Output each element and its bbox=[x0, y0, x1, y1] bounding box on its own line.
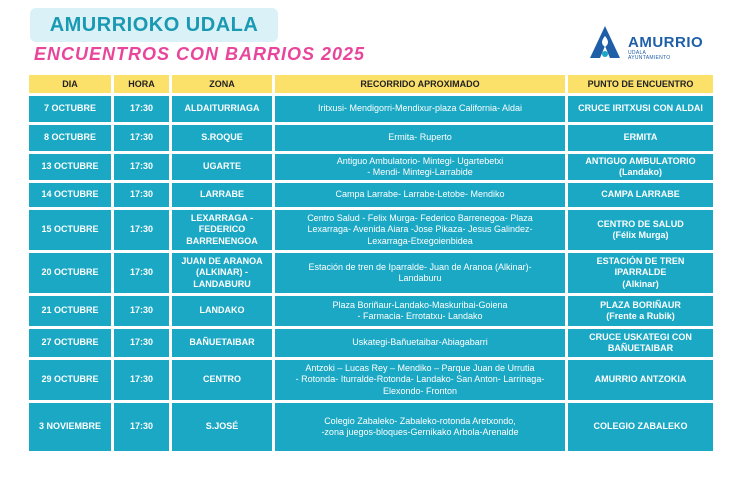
cell-dia: 29 OCTUBRE bbox=[29, 360, 111, 400]
cell-punto: AMURRIO ANTZOKIA bbox=[568, 360, 713, 400]
table-row bbox=[29, 403, 713, 451]
cell-zona: LEXARRAGA - FEDERICO BARRENENGOA bbox=[172, 210, 272, 250]
table-row bbox=[29, 329, 713, 357]
cell-recorrido: Colegio Zabaleko- Zabaleko-rotonda Aretxondo, -zona juegos-bloques-Gernikako Arbola-Arenalde bbox=[275, 403, 565, 451]
cell-punto: CENTRO DE SALUD (Félix Murga) bbox=[568, 210, 713, 250]
cell-zona: LANDAKO bbox=[172, 296, 272, 326]
logo-name: AMURRIO bbox=[628, 34, 704, 51]
cell-zona: S.ROQUE bbox=[172, 125, 272, 151]
logo-sub-line2: AYUNTAMIENTO bbox=[628, 55, 671, 61]
schedule-table bbox=[26, 72, 716, 454]
cell-zona: BAÑUETAIBAR bbox=[172, 329, 272, 357]
cell-punto: CRUCE IRITXUSI CON ALDAI bbox=[568, 96, 713, 122]
table-row bbox=[29, 253, 713, 293]
cell-recorrido: Centro Salud - Felix Murga- Federico Barrenegoa- Plaza Lexarraga- Avenida Aiara -Jose Pikaza- Jesus Galindez- Lexarraga-Etxegoienbidea bbox=[275, 210, 565, 250]
table-row bbox=[29, 125, 713, 151]
table-row bbox=[29, 296, 713, 326]
cell-zona: UGARTE bbox=[172, 154, 272, 180]
cell-hora: 17:30 bbox=[114, 210, 169, 250]
col-header-punto: PUNTO DE ENCUENTRO bbox=[568, 75, 713, 93]
table-header-row bbox=[29, 75, 713, 93]
cell-dia: 27 OCTUBRE bbox=[29, 329, 111, 357]
header-title-badge bbox=[30, 8, 278, 42]
cell-hora: 17:30 bbox=[114, 253, 169, 293]
cell-zona: ALDAITURRIAGA bbox=[172, 96, 272, 122]
cell-punto: ESTACIÓN DE TREN IPARRALDE (Alkinar) bbox=[568, 253, 713, 293]
cell-recorrido: Campa Larrabe- Larrabe-Letobe- Mendiko bbox=[275, 183, 565, 207]
cell-punto: COLEGIO ZABALEKO bbox=[568, 403, 713, 451]
cell-recorrido: Antiguo Ambulatorio- Mintegi- Ugartebetxi - Mendi- Mintegi-Larrabide bbox=[275, 154, 565, 180]
cell-zona: CENTRO bbox=[172, 360, 272, 400]
cell-dia: 13 OCTUBRE bbox=[29, 154, 111, 180]
col-header-zona: ZONA bbox=[172, 75, 272, 93]
col-header-dia: DIA bbox=[29, 75, 111, 93]
cell-zona: LARRABE bbox=[172, 183, 272, 207]
cell-recorrido: Ermita- Ruperto bbox=[275, 125, 565, 151]
cell-hora: 17:30 bbox=[114, 329, 169, 357]
cell-dia: 8 OCTUBRE bbox=[29, 125, 111, 151]
amurrio-logo-icon bbox=[588, 24, 622, 60]
table-row bbox=[29, 360, 713, 400]
cell-punto: PLAZA BORIÑAUR (Frente a Rubik) bbox=[568, 296, 713, 326]
cell-punto: CAMPA LARRABE bbox=[568, 183, 713, 207]
cell-hora: 17:30 bbox=[114, 125, 169, 151]
cell-hora: 17:30 bbox=[114, 183, 169, 207]
cell-dia: 7 OCTUBRE bbox=[29, 96, 111, 122]
cell-recorrido: Estación de tren de Iparralde- Juan de Aranoa (Alkinar)- Landaburu bbox=[275, 253, 565, 293]
cell-dia: 20 OCTUBRE bbox=[29, 253, 111, 293]
cell-recorrido: Antzoki – Lucas Rey – Mendiko – Parque Juan de Urrutia - Rotonda- Iturralde-Rotonda- Landako- San Anton- Larrinaga- Elexondo- Fronton bbox=[275, 360, 565, 400]
cell-dia: 21 OCTUBRE bbox=[29, 296, 111, 326]
cell-hora: 17:30 bbox=[114, 403, 169, 451]
cell-recorrido: Plaza Boriñaur-Landako-Maskuribai-Goiena - Farmacia- Errotatxu- Landako bbox=[275, 296, 565, 326]
cell-dia: 3 NOVIEMBRE bbox=[29, 403, 111, 451]
table-row bbox=[29, 96, 713, 122]
table-row bbox=[29, 183, 713, 207]
table-row bbox=[29, 210, 713, 250]
cell-hora: 17:30 bbox=[114, 360, 169, 400]
page-title: AMURRIOKO UDALA bbox=[49, 13, 259, 36]
cell-hora: 17:30 bbox=[114, 154, 169, 180]
logo-sub-line1: UDALA bbox=[628, 50, 647, 56]
page-subtitle: ENCUENTROS CON BARRIOS 2025 bbox=[34, 44, 366, 64]
amurrio-logo bbox=[588, 24, 703, 64]
cell-dia: 14 OCTUBRE bbox=[29, 183, 111, 207]
col-header-recorrido: RECORRIDO APROXIMADO bbox=[275, 75, 565, 93]
cell-dia: 15 OCTUBRE bbox=[29, 210, 111, 250]
cell-recorrido: Uskategi-Bañuetaibar-Abiagabarri bbox=[275, 329, 565, 357]
cell-punto: ANTIGUO AMBULATORIO (Landako) bbox=[568, 154, 713, 180]
logo-subtext bbox=[628, 51, 671, 61]
cell-zona: S.JOSÉ bbox=[172, 403, 272, 451]
table-row bbox=[29, 154, 713, 180]
cell-punto: ERMITA bbox=[568, 125, 713, 151]
cell-punto: CRUCE USKATEGI CON BAÑUETAIBAR bbox=[568, 329, 713, 357]
col-header-hora: HORA bbox=[114, 75, 169, 93]
cell-recorrido: Iritxusi- Mendigorri-Mendixur-plaza California- Aldai bbox=[275, 96, 565, 122]
cell-zona: JUAN DE ARANOA (ALKINAR) - LANDABURU bbox=[172, 253, 272, 293]
cell-hora: 17:30 bbox=[114, 296, 169, 326]
cell-hora: 17:30 bbox=[114, 96, 169, 122]
